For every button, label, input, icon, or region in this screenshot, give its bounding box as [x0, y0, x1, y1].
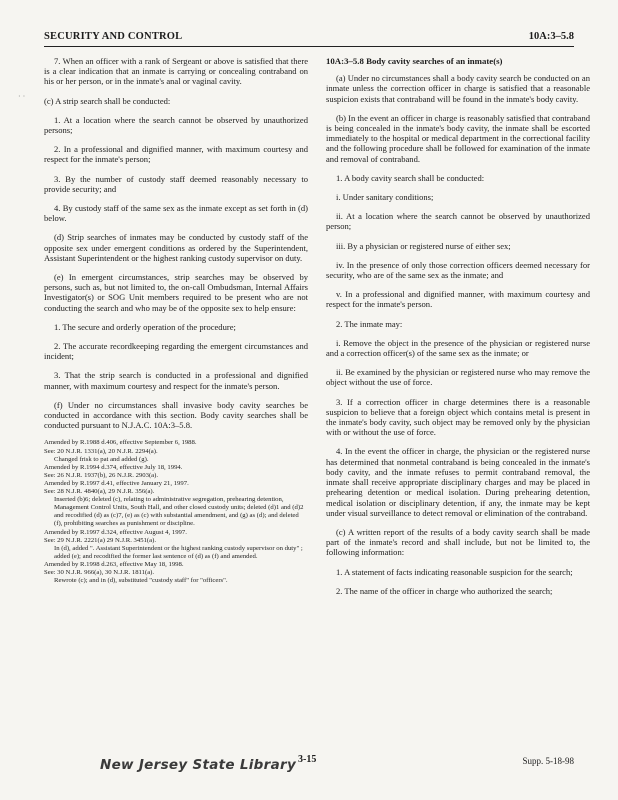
paragraph: 4. In the event the officer in charge, the physician or the registered nurse has determined that nonmetal contraband is being concealed in the inmate's body cavity, and the inmate refuses to permit contraband removal, the inmate shall receive appropriate disciplinary charges and may be placed in prehearing detention or medical isolation. During prehearing detention, medical isolation or disciplinary detention, if any, the inmate may be kept under visual surveillance to detect removal or elimination of the contraband.	[326, 446, 590, 518]
history-line: Changed frisk to pat and added (g).	[54, 455, 149, 463]
paragraph: 3. If a correction officer in charge determines there is a reasonable suspicion to believe that a foreign object which contains metal is present in the inmate's body cavity, such object may be removed only by the physician with or without the use of force.	[326, 396, 590, 438]
paragraph: 1. A body cavity search shall be conducted:	[336, 172, 485, 183]
margin-mark: · ·	[18, 92, 26, 101]
paragraph: 4. By custody staff of the same sex as the inmate except as set forth in (d) below.	[44, 203, 308, 224]
paragraph: 1. The secure and orderly operation of the procedure;	[54, 321, 236, 332]
history-line: See: 29 N.J.R. 2221(a) 29 N.J.R. 3451(a).	[44, 536, 157, 544]
paragraph: ii. Be examined by the physician or registered nurse who may remove the object without the use of force.	[326, 367, 590, 388]
history-line: In (d), added ". Assistant Superintendent or the highest ranking custody supervisor on duty" ; added (e); and recodified the former last sentence of (d) as (f) and amended.	[54, 544, 303, 560]
paragraph: 2. The name of the officer in charge who authorized the search;	[336, 585, 553, 596]
paragraph: 7. When an officer with a rank of Sergeant or above is satisfied that there is a clear indication that an inmate is carrying or concealing contraband on his or her person, or in the inmate's anal or vaginal cavity.	[44, 56, 308, 87]
header-rule	[44, 46, 574, 47]
running-header-title: SECURITY AND CONTROL	[44, 31, 183, 42]
history-line: Amended by R.1997 d.41, effective January 21, 1997.	[44, 479, 189, 487]
paragraph: 2. The inmate may:	[336, 318, 403, 329]
paragraph: (c) A written report of the results of a body cavity search shall be made part of the inmate's record and shall include, but not be limited to, the following information:	[326, 526, 590, 558]
paragraph: 3. By the number of custody staff deemed reasonably necessary to provide security; and	[44, 173, 308, 194]
history-line: Inserted (b)6; deleted (c), relating to administrative segregation, prehearing detention, Management Control Units, South Hall, and other closed custody units; deleted (d)1 and (d)2 and recodified (d) as (c)7, (e) as (c) with substantial amendment, and (g) as (d); and deleted (f), prohibiting searches as punishment or discipline.	[54, 496, 304, 528]
history-line: See: 26 N.J.R. 1937(b), 26 N.J.R. 2903(a).	[44, 471, 159, 479]
paragraph: 2. The accurate recordkeeping regarding the emergent circumstances and incident;	[44, 341, 308, 362]
page-number: 3-15	[298, 754, 317, 765]
history-line: Amended by R.1997 d.324, effective August 4, 1997.	[44, 528, 187, 536]
paragraph: i. Remove the object in the presence of the physician or registered nurse and a correction officer(s) of the same sex as the inmate; or	[326, 337, 590, 359]
history-line: Amended by R.1988 d.406, effective September 6, 1988.	[44, 439, 197, 447]
library-logo: New Jersey State Library	[100, 757, 297, 773]
section-heading: 10A:3–5.8 Body cavity searches of an inmate(s)	[326, 56, 503, 66]
right-column	[326, 56, 590, 605]
paragraph: (b) In the event an officer in charge is reasonably satisfied that contraband is being concealed in the inmate's body cavity, the inmate shall be escorted immediately to the hospital or medical department in the correctional facility and the following procedure shall be followed for examination of the inmate and removal of contraband.	[326, 112, 590, 164]
paragraph: iv. In the presence of only those correction officers deemed necessary for security, who are of the same sex as the inmate; and	[326, 259, 590, 281]
history-line: See: 30 N.J.R. 966(a), 30 N.J.R. 1811(a).	[44, 568, 155, 576]
paragraph: 1. A statement of facts indicating reasonable suspicion for the search;	[336, 566, 573, 577]
paragraph: (d) Strip searches of inmates may be conducted by custody staff of the opposite sex under emergent conditions as ordered by the Superintendent, Assistant Superintendent or the highest ranking custody supervisor on duty.	[44, 232, 308, 263]
paragraph: (c) A strip search shall be conducted:	[44, 95, 171, 106]
history-line: Rewrote (c); and in (d), substituted "custody staff" for "officers".	[54, 577, 228, 585]
paragraph: 3. That the strip search is conducted in a professional and dignified manner, with maximum courtesy and respect for the inmate's person.	[44, 370, 308, 391]
history-line: See: 20 N.J.R. 1331(a), 20 N.J.R. 2294(a).	[44, 447, 158, 455]
paragraph: (a) Under no circumstances shall a body cavity search be conducted on an inmate unless the correction officer in charge is satisfied that a reasonable suspicion exists that contraband will be found in the inmate's body cavity.	[326, 73, 590, 104]
paragraph: (e) In emergent circumstances, strip searches may be observed by persons, such as, but not limited to, the on-call Ombudsman, Internal Affairs Investigator(s) or SOG Unit members required to be present who are not conducting the search and who may be of the opposite sex to help ensure:	[44, 272, 308, 313]
paragraph: 2. In a professional and dignified manner, with maximum courtesy and respect for the inmate's person;	[44, 144, 308, 165]
paragraph: ii. At a location where the search cannot be observed by unauthorized person;	[326, 211, 590, 232]
history-line: Amended by R.1994 d.374, effective July 18, 1994.	[44, 463, 183, 471]
paragraph: v. In a professional and dignified manner, with maximum courtesy and respect for the inmate's person.	[326, 289, 590, 310]
paragraph: i. Under sanitary conditions;	[336, 192, 434, 203]
supplement-date: Supp. 5-18-98	[522, 756, 574, 766]
left-column	[44, 56, 308, 585]
running-header-section: 10A:3–5.8	[528, 31, 574, 42]
amendment-history	[44, 439, 308, 585]
history-line: See: 28 N.J.R. 4840(a), 29 N.J.R. 356(a).	[44, 488, 155, 496]
paragraph: 1. At a location where the search cannot be observed by unauthorized persons;	[44, 114, 308, 136]
paragraph: (f) Under no circumstances shall invasive body cavity searches be conducted in accordance with this section. Body cavity searches shall be conducted pursuant to N.J.A.C. 10A:3–5.8.	[44, 399, 308, 431]
paragraph: iii. By a physician or registered nurse of either sex;	[336, 240, 511, 251]
history-line: Amended by R.1998 d.263, effective May 18, 1998.	[44, 560, 184, 568]
